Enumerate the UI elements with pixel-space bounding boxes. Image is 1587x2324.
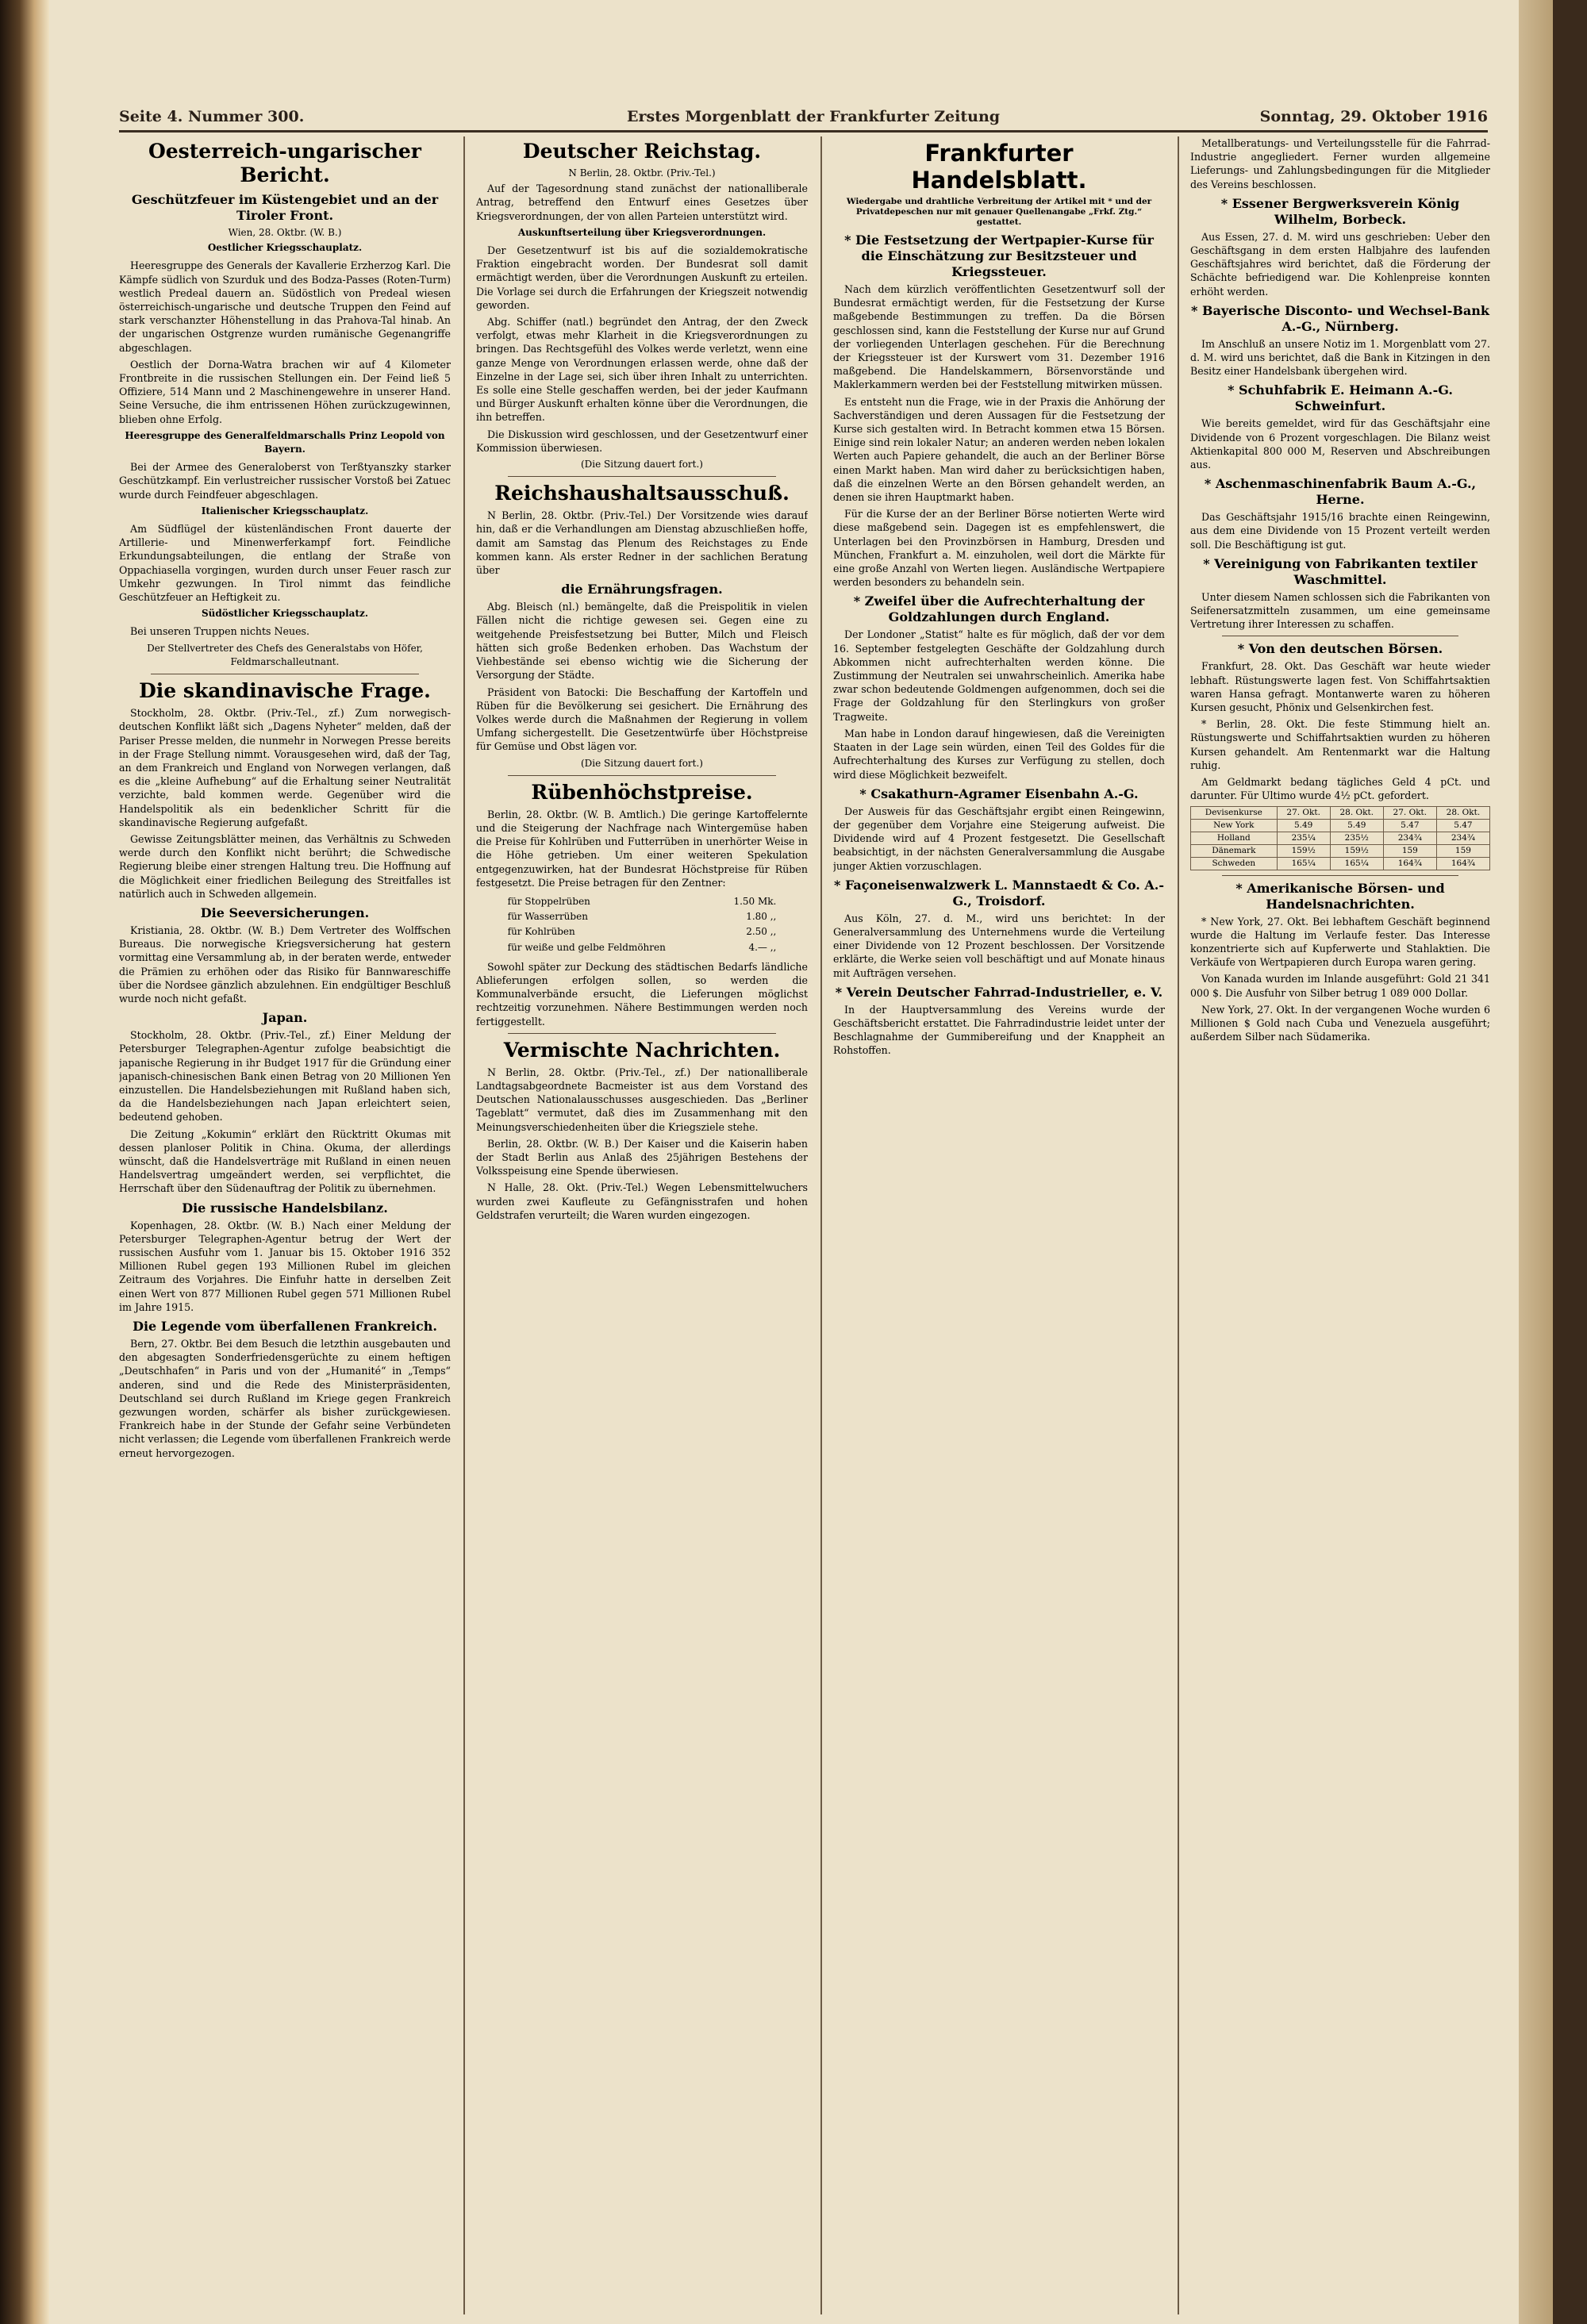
divider [508, 775, 776, 776]
headline-austria-report: Oesterreich-ungarischer Bericht. [148, 140, 421, 186]
article-paragraph: Gewisse Zeitungsblätter meinen, das Verhältnis zu Schweden werde durch den Konflikt nicht berührt; die Schwedische Regierung bleibe einer strengen Haltung treu. Die Hoffnung auf die Möglichkeit einer friedlichen Beilegung des Streitfalles ist natürlich auch in Schweden allgemein. [119, 832, 451, 900]
article-paragraph: Für die Kurse der an der Berliner Börse notierten Werte wird diese maßgebend sein. Dagegen ist es empfehlenswert, die Unterlagen bei den Provinzbörsen in Hamburg, Dresden und München, Frankfurt a. M. einzuholen, weil dort die Märkte für eine große Anzahl von Werten liegen. Ausländische Wertpapiere werden besonders zu behandeln sein. [833, 508, 1165, 589]
article-paragraph: Wie bereits gemeldet, wird für das Geschäftsjahr eine Dividende von 6 Prozent vorgeschlagen. Die Bilanz weist Aktienkapital 800 000 M, Reserven und Abschreibungen aus. [1190, 417, 1490, 471]
price-value: 2.50 ,, [746, 926, 777, 938]
section-heading: Heeresgruppe des Generalfeldmarschalls Prinz Leopold von Bayern. [125, 429, 445, 455]
section-heading: Südöstlicher Kriegsschauplatz. [201, 608, 368, 620]
column-divider [463, 136, 465, 2314]
column-1 [119, 136, 451, 2314]
article-paragraph: Kristiania, 28. Oktbr. (W. B.) Dem Vertreter des Wolffschen Bureaus. Die norwegische Kriegsversicherung hat gestern vormittag eine Versammlung ab, in der beraten werde, entweder die Prämien zu erhöhen oder das Risiko für Bannwareschiffe über die Nordsee gänzlich abzulehnen. Ein endgültiger Beschluß wurde noch nicht gefaßt. [119, 924, 451, 1005]
table-cell: 235½ [1330, 832, 1383, 844]
article-paragraph: Der Gesetzentwurf ist bis auf die sozialdemokratische Fraktion eingebracht worden. Der Bundesrat soll damit ermächtigt werden, über die Verordnungen Auskunft zu erteilen. Die Vorlage sei durch die Erfahrungen der Kriegszeit notwendig geworden. [476, 244, 808, 311]
article-paragraph: Das Geschäftsjahr 1915/16 brachte einen Reingewinn, aus dem eine Dividende von 15 Prozent verteilt werden soll. Die Beschäftigung ist gut. [1190, 511, 1490, 551]
table-row [1191, 832, 1490, 844]
article-paragraph: Stockholm, 28. Oktbr. (Priv.-Tel., zf.) Einer Meldung der Petersburger Telegraphen-Agentur zufolge beabsichtigt die japanische Regierung in ihr Budget 1917 für die Gründung einer japanisch-chinesischen Bank einen Betrag von 20 Millionen Yen einzustellen. Die Handelsbeziehungen mit Rußland haben sich, da die Handelsbeziehungen nach Japan erleichtert seien, bedeutend gehoben. [119, 1029, 451, 1124]
article-paragraph: Der Londoner „Statist“ halte es für möglich, daß der vor dem 16. September festgelegten Geschäfte der Goldzahlung durch Abkommen nicht aufrechterhalten werden könne. Die Zustimmung der Neutralen sei unwahrscheinlich. Amerika habe zwar schon bedeutende Goldmengen aufgenommen, doch sei die Frage der Goldzahlung für den Sterlingkurs von großer Tragweite. [833, 628, 1165, 723]
masthead [119, 108, 1488, 129]
article-paragraph: Von Kanada wurden im Inlande ausgeführt: Gold 21 341 000 $. Die Ausfuhr von Silber betrug 1 089 000 Dollar. [1190, 973, 1490, 999]
table-cell: 164¾ [1436, 857, 1489, 870]
headline-japan: Japan. [262, 1010, 308, 1026]
article-paragraph: Oestlich der Dorna-Watra brachen wir auf 4 Kilometer Frontbreite in die russischen Stellungen ein. Der Feind ließ 5 Offiziere, 514 Mann und 2 Maschinengewehre in unserer Hand. Seine Versuche, die ihm entrissenen Höhen zurückzugewinnen, blieben ohne Erfolg. [119, 358, 451, 425]
table-header-cell: 28. Okt. [1330, 806, 1383, 819]
headline-sea-insurance: Die Seeversicherungen. [200, 905, 370, 920]
article-paragraph: Die Zeitung „Kokumin“ erklärt den Rücktritt Okumas mit dessen planloser Politik in China. Okuma, der allerdings wünscht, daß die Handelsverträge mit Rußland in einen neuen Handelsvertrag umgeändert werden, sei verpflichtet, die Herrschaft über den Südenauftrag der Politik zu übernehmen. [119, 1127, 451, 1195]
header-rule [119, 130, 1488, 133]
headline-railway: * Csakathurn-Agramer Eisenbahn A.-G. [859, 786, 1139, 801]
session-note: (Die Sitzung dauert fort.) [581, 757, 703, 769]
table-cell: 164¾ [1383, 857, 1436, 870]
article-paragraph: Präsident von Batocki: Die Beschaffung der Kartoffeln und Rüben für die Bevölkerung sei gesichert. Die Ernährung des Volkes werde durch die Maßnahmen der Regierung in vollem Umfang sichergestellt. Die Gesetzentwürfe über Höchstpreise für Gemüse und Obst lägen vor. [476, 686, 808, 753]
section-heading: Italienischer Kriegsschauplatz. [201, 505, 369, 517]
page-edge [1519, 0, 1553, 2324]
headline-reichstag: Deutscher Reichstag. [522, 140, 762, 163]
table-header-cell: 27. Okt. [1383, 806, 1436, 819]
headline-scandinavia: Die skandinavische Frage. [139, 679, 431, 703]
session-note: (Die Sitzung dauert fort.) [581, 459, 703, 471]
article-paragraph: Am Südflügel der küstenländischen Front dauerte der Artillerie- und Minenwerferkampf fort. Feindliche Erkundungsabteilungen, die entlang der Straße von Oppachiasella vorgingen, wurden durch unser Feuer rasch zur Umkehr gezwungen. In Tirol nimmt das feindliche Geschützfeuer an Heftigkeit zu. [119, 523, 451, 604]
article-paragraph: N Halle, 28. Okt. (Priv.-Tel.) Wegen Lebensmittelwuchers wurden zwei Kaufleute zu Gefängnisstrafen und hohen Geldstrafen verurteilt; die Waren wurden eingezogen. [476, 1181, 808, 1221]
dateline: N Berlin, 28. Oktbr. (Priv.-Tel.) [568, 167, 716, 179]
headline-securities-rates: * Die Festsetzung der Wertpapier-Kurse für die Einschätzung zur Besitzsteuer und Kriegssteuer. [844, 232, 1154, 279]
table-cell: 234¾ [1436, 832, 1489, 844]
price-label: für Kohlrüben [507, 926, 575, 938]
table-cell: 234¾ [1383, 832, 1436, 844]
headline-gold-payments: * Zweifel über die Aufrechterhaltung der Goldzahlungen durch England. [853, 593, 1145, 625]
article-paragraph: Es entsteht nun die Frage, wie in der Praxis die Anhörung der Sachverständigen und deren Aussagen für die Festsetzung der Kurse sich gestalten wird. In Betracht kommen etwa 15 Börsen. Einige sind rein lokaler Natur; an anderen werden neben lokalen Werten auch Papiere gehandelt, die auch an der Berliner Börse einen Markt haben. Man wird daher zu berücksichtigen haben, daß die einzelnen Werte an den Börsen gehandelt werden, an denen sie ihren Hauptmarkt haben. [833, 395, 1165, 504]
table-cell: Holland [1191, 832, 1278, 844]
article-paragraph: Im Anschluß an unsere Notiz im 1. Morgenblatt vom 27. d. M. wird uns berichtet, daß die Bank in Kitzingen in den Besitz einer Handelsbank übergehen wird. [1190, 337, 1490, 378]
table-cell: 165¼ [1277, 857, 1330, 870]
headline-american-markets: * Amerikanische Börsen- und Handelsnachrichten. [1235, 880, 1445, 912]
signature: Der Stellvertreter des Chefs des Generalstabs von Höfer, Feldmarschalleutnant. [147, 642, 423, 667]
table-cell: 159½ [1277, 844, 1330, 857]
price-row [506, 924, 778, 939]
headline-rolling-mill: * Façoneisenwalzwerk L. Mannstaedt & Co. A.-G., Troisdorf. [834, 877, 1164, 908]
section-heading: Oestlicher Kriegsschauplatz. [207, 242, 363, 254]
table-cell: 159½ [1330, 844, 1383, 857]
dateline: Wien, 28. Oktbr. (W. B.) [228, 227, 342, 238]
table-cell: New York [1191, 819, 1278, 832]
headline-bavarian-bank: * Bayerische Disconto- und Wechsel-Bank A.-G., Nürnberg. [1191, 302, 1489, 334]
column-divider [820, 136, 822, 2314]
paper-title: Erstes Morgenblatt der Frankfurter Zeitung [627, 108, 1001, 125]
section-title-handelsblatt: Frankfurter Handelsblatt. [911, 140, 1087, 194]
headline-bicycle-industry: * Verein Deutscher Fahrrad-Industrieller, e. V. [835, 984, 1163, 1000]
column-divider [1178, 136, 1179, 2314]
headline-machine-factory: * Aschenmaschinenfabrik Baum A.-G., Herne. [1204, 476, 1477, 508]
column-2 [476, 136, 808, 2314]
article-paragraph: In der Hauptversammlung des Vereins wurde der Geschäftsbericht erstattet. Die Fahrradindustrie leidet unter der Beschlagnahme der Gummibereifung und der Knappheit an Rohstoffen. [833, 1003, 1165, 1057]
divider [508, 476, 776, 477]
table-cell: Dänemark [1191, 844, 1278, 857]
article-paragraph: Frankfurt, 28. Okt. Das Geschäft war heute wieder lebhaft. Rüstungswerte lagen fest. Von Schiffahrtsaktien waren Hansa gefragt. Montanwerte waren zu höheren Kursen gesucht, Phönix und Gelsenkirchen fest. [1190, 660, 1490, 714]
issue-date: Sonntag, 29. Oktober 1916 [1259, 108, 1488, 125]
article-paragraph: Heeresgruppe des Generals der Kavallerie Erzherzog Karl. Die Kämpfe südlich von Szurduk und des Bodza-Passes (Roten-Turm) westlich Predeal dauern an. Südöstlich von Predeal wiesen österreichisch-ungarische und deutsche Truppen den Feind auf stark verschanzter Höhenstellung in das Prahova-Tal hinab. An der ungarischen Ostgrenze wurden rumänische Gegenangriffe abgeschlagen. [119, 259, 451, 354]
article-paragraph: Aus Essen, 27. d. M. wird uns geschrieben: Ueber den Geschäftsgang in dem ersten Halbjahre des laufenden Geschäftsjahres wird berichtet, daß die Förderung der Schächte befriedigend war. Die Kohlenpreise konnten erhöht werden. [1190, 230, 1490, 298]
table-cell: Schweden [1191, 857, 1278, 870]
table-cell: 5.47 [1436, 819, 1489, 832]
article-paragraph: * Berlin, 28. Okt. Die feste Stimmung hielt an. Rüstungswerte und Schiffahrtsaktien wurden zu höheren Kursen gehandelt. Am Rentenmarkt war die Haltung ruhig. [1190, 718, 1490, 771]
table-cell: 5.49 [1330, 819, 1383, 832]
article-paragraph: Abg. Bleisch (nl.) bemängelte, daß die Preispolitik in vielen Fällen nicht die richtige gewesen sei. Gegen eine zu weitgehende Preisfestsetzung bei Butter, Milch und Fleisch hätten sich große Bedenken erhoben. Das Wachstum der Viehbestände sei ebenso wichtig wie die Sicherung der Versorgung der Städte. [476, 601, 808, 682]
divider [1222, 875, 1458, 876]
book-spine [0, 0, 49, 2324]
article-paragraph: Abg. Schiffer (natl.) begründet den Antrag, der den Zweck verfolgt, etwas mehr Klarheit in die Kriegsverordnungen zu bringen. Das Rechtsgefühl des Volkes werde verletzt, wenn eine ganze Menge von Verordnungen erlassen werde, ohne daß der Einzelne in der Lage sei, sich über ihren Inhalt zu unterrichten. Es solle eine Stelle geschaffen werden, bei der jeder Kaufmann und Bürger Auskunft erhalten könne über die Verordnungen, die ihn betreffen. [476, 316, 808, 424]
article-paragraph: Die Diskussion wird geschlossen, und der Gesetzentwurf einer Kommission überwiesen. [476, 428, 808, 454]
headline-trade-balance: Die russische Handelsbilanz. [182, 1200, 388, 1216]
headline-beet-prices: Rübenhöchstpreise. [531, 780, 753, 804]
price-value: 4.— ,, [748, 941, 777, 953]
article-paragraph: Stockholm, 28. Oktbr. (Priv.-Tel., zf.) Zum norwegisch-deutschen Konflikt läßt sich „Dagens Nyheter“ melden, daß der Pariser Presse melden, die nunmehr in Norwegen Presse bereits in der Frage Stellung nimmt. Vorausgesehen wird, daß der Tag, an dem Frankreich und England von Norwegen verlangen, daß es die „kleine Aufhebung“ auf die Erhaltung seiner Neutralität verzichte, bald kommen werde. Gegenüber wird die Handelspolitik als ein bedenklicher Schritt für die skandinavische Regierung aufgefaßt. [119, 707, 451, 828]
article-paragraph: Aus Köln, 27. d. M., wird uns berichtet: In der Generalversammlung des Unternehmens wurde die Verteilung einer Dividende von 12 Prozent beschlossen. Der Vorsitzende erklärte, die Werke seien voll beschäftigt und auf Monate hinaus mit Aufträgen versehen. [833, 912, 1165, 979]
headline-mining-association: * Essener Bergwerksverein König Wilhelm, Borbeck. [1220, 195, 1460, 227]
column-3 [833, 136, 1165, 2314]
table-cell: 159 [1436, 844, 1489, 857]
article-paragraph: Bei der Armee des Generaloberst von Terßtyanszky starker Geschützkampf. Ein verlustreicher russischer Vorstoß bei Zatuec wurde durch Feindfeuer abgeschlagen. [119, 461, 451, 501]
price-value: 1.50 Mk. [733, 895, 777, 907]
table-cell: 159 [1383, 844, 1436, 857]
price-row [506, 940, 778, 955]
article-paragraph: Metallberatungs- und Verteilungsstelle für die Fahrrad-Industrie angegliedert. Ferner wurden allgemeine Lieferungs- und Zahlungsbedingungen für die Mitglieder des Vereins beschlossen. [1190, 137, 1490, 190]
headline-legend-france: Die Legende vom überfallenen Frankreich. [133, 1319, 437, 1335]
article-paragraph: Berlin, 28. Oktbr. (W. B. Amtlich.) Die geringe Kartoffelernte und die Steigerung der Nachfrage nach Wintergemüse haben die Preise für Kohlrüben und Futterrüben in unerhörter Weise in die Höhe getrieben. Um einer weiteren Spekulation entgegenzuwirken, hat der Bundesrat Höchstpreise für Rüben festgesetzt. Die Preise betragen für den Zentner: [476, 808, 808, 889]
price-row [506, 909, 778, 924]
headline-misc-news: Vermischte Nachrichten. [503, 1038, 781, 1062]
article-paragraph: Nach dem kürzlich veröffentlichten Gesetzentwurf soll der Bundesrat ermächtigt werden, für die Festsetzung der Kurse maßgebende Bestimmungen zu treffen. Da die Börsen geschlossen sind, kann die Feststellung der Kurse nur auf Grund der vorliegenden Unterlagen geschehen. Für die Berechnung der Kriegssteuer ist der Kurswert vom 31. Dezember 1916 maßgebend. Die Handelskammern, Börsenvorstände und Maklerkammern werden bei der Feststellung mitwirken müssen. [833, 283, 1165, 391]
article-paragraph: * New York, 27. Okt. Bei lebhaftem Geschäft beginnend wurde die Haltung im Verlaufe fester. Das Interesse konzentrierte sich auf Kupferwerte und Stahlaktien. Die Verkäufe von Wertpapieren durch Europa waren gering. [1190, 915, 1490, 969]
table-header-cell: Devisenkurse [1191, 806, 1278, 819]
page-number: Seite 4. Nummer 300. [119, 108, 305, 125]
price-table [506, 894, 778, 955]
reprint-notice: Wiedergabe und drahtliche Verbreitung der Artikel mit * und der Privatdepeschen nur mit genauer Quellenangabe „Frkf. Ztg.“ gestattet. [846, 197, 1152, 227]
article-paragraph: N Berlin, 28. Oktbr. (Priv.-Tel.) Der Vorsitzende wies darauf hin, daß er die Verhandlungen am Dienstag abzuschließen hoffe, damit am Samstag das Plenum des Reichstages zu Ende kommen kann. Als erster Redner in der sachlichen Beratung über [476, 509, 808, 577]
table-header-cell: 27. Okt. [1277, 806, 1330, 819]
article-paragraph: Auf der Tagesordnung stand zunächst der nationalliberale Antrag, betreffend den Entwurf eines Gesetzes über Kriegsverordnungen, der von allen Parteien unterstützt wird. [476, 182, 808, 222]
table-header-cell: 28. Okt. [1436, 806, 1489, 819]
article-paragraph: Unter diesem Namen schlossen sich die Fabrikanten von Seifenersatzmitteln zusammen, um eine gemeinsame Vertretung ihrer Interessen zu schaffen. [1190, 590, 1490, 631]
table-row [1191, 819, 1490, 832]
article-paragraph: New York, 27. Okt. In der vergangenen Woche wurden 6 Millionen $ Gold nach Cuba und Venezuela ausgeführt; außerdem Silber nach Südamerika. [1190, 1003, 1490, 1043]
article-paragraph: Der Ausweis für das Geschäftsjahr ergibt einen Reingewinn, der gegenüber dem Vorjahre eine Steigerung aufweist. Die Dividende wird auf 4 Prozent festgesetzt. Die Gesellschaft beabsichtigt, in der nächsten Generalversammlung die Ausgabe junger Aktien vorzuschlagen. [833, 805, 1165, 872]
price-label: für Stoppelrüben [507, 895, 590, 907]
article-paragraph: Bei unseren Truppen nichts Neues. [130, 625, 310, 638]
table-header-row [1191, 806, 1490, 819]
price-row [506, 894, 778, 909]
price-value: 1.80 ,, [746, 911, 777, 923]
headline-detergent-makers: * Vereinigung von Fabrikanten textiler Waschmittel. [1203, 555, 1477, 587]
price-label: für Wasserrüben [507, 911, 588, 923]
column-4 [1190, 136, 1490, 2314]
headline-shoe-factory: * Schuhfabrik E. Heimann A.-G. Schweinfurt. [1228, 382, 1453, 414]
headline-german-exchanges: * Von den deutschen Börsen. [1237, 641, 1443, 657]
exchange-rate-table [1190, 806, 1490, 870]
table-row [1191, 844, 1490, 857]
article-paragraph: N Berlin, 28. Oktbr. (Priv.-Tel., zf.) Der nationalliberale Landtagsabgeordnete Bacmeister ist aus dem Vorstand des Deutschen Nationalausschusses ausgeschieden. Das „Berliner Tageblatt“ vermutet, daß dies im Zusammenhang mit den Meinungsverschiedenheiten über die Kriegsziele stehe. [476, 1066, 808, 1133]
table-cell: 165¼ [1330, 857, 1383, 870]
subheadline: Geschützfeuer im Küstengebiet und an der Tiroler Front. [131, 192, 439, 223]
headline-food-questions: die Ernährungsfragen. [561, 582, 723, 597]
table-cell: 235¼ [1277, 832, 1330, 844]
article-paragraph: Berlin, 28. Oktbr. (W. B.) Der Kaiser und die Kaiserin haben der Stadt Berlin aus Anlaß des 25jährigen Bestehens der Volksspeisung eine Spende überwiesen. [476, 1137, 808, 1177]
table-cell: 5.49 [1277, 819, 1330, 832]
table-cell: 5.47 [1383, 819, 1436, 832]
table-row [1191, 857, 1490, 870]
section-heading: Auskunftserteilung über Kriegsverordnungen. [517, 226, 767, 238]
article-paragraph: Sowohl später zur Deckung des städtischen Bedarfs ländliche Ablieferungen erfolgen sollen, so werden die Kommunalverbände ersucht, die Lieferungen möglichst rechtzeitig vorzunehmen. Nähere Bestimmungen werden noch fertiggestellt. [476, 960, 808, 1028]
headline-budget-committee: Reichshaushaltsausschuß. [494, 482, 790, 505]
article-paragraph: Bern, 27. Oktbr. Bei dem Besuch die letzthin ausgebauten und den abgesagten Sonderfriedensgerüchte zu einem heftigen „Deutschhafen“ in Paris und von der „Humanité“ in „Temps“ anderen, sind und die Rede des Ministerpräsidenten, Deutschland sei durch Rußland im Kriege gegen Frankreich gezwungen worden, schärfer als bisher zurückgewiesen. Frankreich habe in der Stunde der Gefahr seine Verbündeten nicht verlassen; die Legende vom überfallenen Frankreich werde erneut hervorgezogen. [119, 1338, 451, 1459]
divider [508, 1033, 776, 1034]
article-paragraph: Man habe in London darauf hingewiesen, daß die Vereinigten Staaten in der Lage sein würden, einen Teil des Goldes für die Aufrechterhaltung des Kurses zur Verfügung zu stellen, doch wird diese Möglichkeit bezweifelt. [833, 727, 1165, 781]
article-paragraph: Am Geldmarkt bedang tägliches Geld 4 pCt. und darunter. Für Ultimo wurde 4½ pCt. gefordert. [1190, 776, 1490, 802]
article-paragraph: Kopenhagen, 28. Oktbr. (W. B.) Nach einer Meldung der Petersburger Telegraphen-Agentur betrug der Wert der russischen Ausfuhr vom 1. Januar bis 15. Oktober 1916 352 Millionen Rubel gegen 193 Millionen Rubel im gleichen Zeitraum des Vorjahres. Die Einfuhr hatte in derselben Zeit einen Wert von 877 Millionen Rubel gegen 571 Millionen Rubel im Jahre 1915. [119, 1219, 451, 1313]
price-label: für weiße und gelbe Feldmöhren [507, 941, 666, 953]
